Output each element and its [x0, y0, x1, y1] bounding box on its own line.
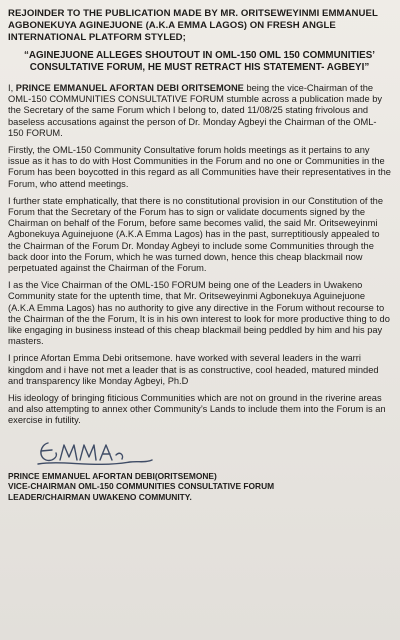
body-paragraph: I as the Vice Chairman of the OML-150 FORUM being one of the Leaders in Uwakeno Community state for the uptenth time, that Mr. Oritseweyinmi Agbonekuya Aguinejuone (A.K.A Emma Lagos) has no authority to give any directive in the Forum without recourse to the Chairman of the the Forum, It is in his own interest to look for more productive thing to do like engaging in business instead of this cheap blackmail being peddled by him and his pay masters.	[8, 280, 390, 347]
document-heading: REJOINDER TO THE PUBLICATION MADE BY MR. ORITSEWEYINMI EMMANUEL AGBONEKUYA AGINEJUONE (A.K.A EMMA LAGOS) ON FRESH ANGLE INTERNATIONAL PLATFORM STYLED;	[8, 8, 378, 43]
body-paragraph: His ideology of bringing fiticious Communities which are not on ground in the riverine areas and also attempting to annex other Community’s Lands to include them into the Forum is an exercise in futility.	[8, 393, 386, 426]
intro-lead: I,	[8, 83, 16, 93]
signatory-title: VICE-CHAIRMAN OML-150 COMMUNITIES CONSULTATIVE FORUM	[8, 481, 275, 492]
author-name: PRINCE EMMANUEL AFORTAN DEBI ORITSEMONE	[15, 83, 244, 93]
body-paragraph: Firstly, the OML-150 Community Consultative forum holds meetings as it pertains to any issue as it has to do with Host Communities in the Forum and no one or Communities in the Forum has been boycotted in this regard as all Communities have their representatives in the Forum, who attend meetings.	[8, 145, 391, 189]
signature-scribble	[34, 433, 164, 471]
signatory-title: LEADER/CHAIRMAN UWAKENO COMMUNITY.	[8, 491, 192, 502]
signatory-name: PRINCE EMMANUEL AFORTAN DEBI(ORITSEMONE)	[8, 470, 217, 481]
body-paragraph: I further state emphatically, that there is no constitutional provision in our Constitution of the Forum that the Secretary of the Forum has to sign or validate documents signed by the Chairman on behalf of the Forum, before same becomes valid, the said Mr. Oritseweyinmi Agbonekuya Aguinejuone (A.K.A Emma Lagos) has in the past, surreptitiously appealed to the Chairman of the Forum Dr. Monday Agbeyi to include some Communities through the back door into the Forum, which he was turned down, hence this cheap blackmail now perpetuated against the Chairman of the Forum.	[8, 195, 384, 274]
intro-rest: being the vice-Chairman of the OML-150 COMMUNITIES CONSULTATIVE FORUM stumble across a publication made by the Secretary of the same Forum which I belong to, dated 11/08/25 stating frivolous and baseless accusations against the person of Dr. Monday Agbeyi the Chairman of the OML-150 FORUM.	[8, 83, 383, 138]
quoted-headline: “AGINEJUONE ALLEGES SHOUTOUT IN OML-150 OML 150 COMMUNITIES’ CONSULTATIVE FORUM, HE MUST RETRACT HIS STATEMENT- AGBEYI”	[24, 50, 375, 73]
handwritten-signature	[34, 433, 391, 471]
intro-paragraph	[8, 83, 391, 139]
body-paragraph: I prince Afortan Emma Debi oritsemone. have worked with several leaders in the warri kingdom and i have not met a leader that is as constructive, cool headed, matured minded and transparency like Monday Agbeyi, Ph.D	[8, 353, 379, 386]
cut-off-text-line	[8, 634, 390, 638]
